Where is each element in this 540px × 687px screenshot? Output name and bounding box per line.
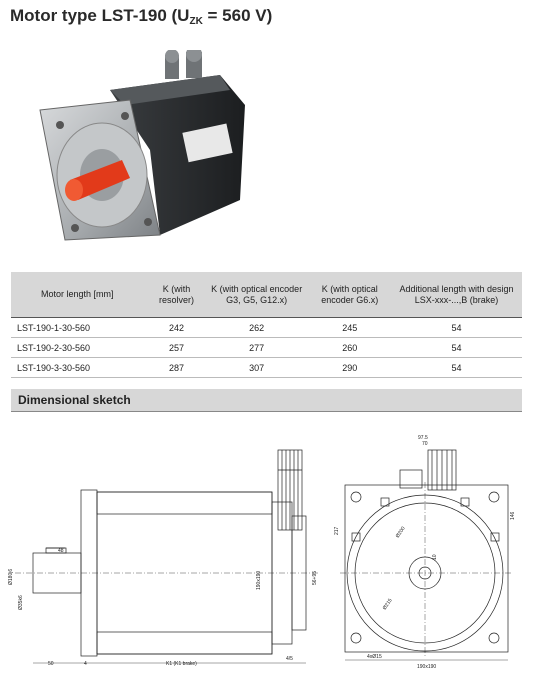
table-cell: 54 (391, 358, 522, 378)
col-header: K (with optical encoder G3, G5, G12.x) (205, 272, 308, 318)
col-header: K (with resolver) (148, 272, 205, 318)
dim-975: 97.5 (418, 435, 428, 441)
table-cell: LST-190-3-30-560 (11, 358, 148, 378)
dim-10: 10 (432, 554, 438, 560)
dim-bottom: 190x190 (417, 664, 437, 670)
table-cell: 307 (205, 358, 308, 378)
dim-bore: Ø35k6 (18, 595, 24, 610)
front-view (340, 450, 512, 660)
dim-217: 217 (334, 526, 340, 535)
dim-70: 70 (422, 441, 428, 447)
col-header: Motor length [mm] (11, 272, 148, 318)
table-cell: 54 (391, 338, 522, 358)
dim-48: 48 (58, 548, 64, 554)
table-cell: 242 (148, 318, 205, 338)
table-cell: 245 (308, 318, 391, 338)
dim-k1: K1 (K1 brake) (166, 661, 197, 667)
dim-50: 50 (48, 661, 54, 667)
table-row (11, 338, 522, 358)
table-row (11, 358, 522, 378)
dim-146: 146 (510, 511, 516, 520)
side-view (15, 450, 320, 663)
table-cell: 287 (148, 358, 205, 378)
table-cell: 54 (391, 318, 522, 338)
section-title: Dimensional sketch (18, 393, 131, 407)
dim-56: 56+95 (312, 570, 318, 585)
section-header (11, 389, 522, 412)
motor-photo (30, 50, 255, 260)
dim-200: Ø200 (394, 525, 407, 540)
dim-4: 4 (84, 661, 87, 667)
dim-45: 4/5 (286, 656, 293, 662)
dimensional-sketch (0, 420, 540, 687)
table-cell: 257 (148, 338, 205, 358)
table-cell: 262 (205, 318, 308, 338)
col-header: K (with optical encoder G6.x) (308, 272, 391, 318)
table-cell: 290 (308, 358, 391, 378)
col-header: Additional length with design LSX-xxx-...,B (brake) (391, 272, 522, 318)
table-cell: 260 (308, 338, 391, 358)
dim-190: 190x190 (256, 570, 262, 590)
table-cell: LST-190-2-30-560 (11, 338, 148, 358)
table-cell: LST-190-1-30-560 (11, 318, 148, 338)
dim-pilot: Ø180j6 (8, 568, 14, 585)
table-header-row (11, 272, 522, 318)
dim-215: Ø215 (381, 597, 394, 612)
dim-holes: 4xØ15 (367, 654, 382, 660)
spec-table (11, 272, 522, 378)
table-cell: 277 (205, 338, 308, 358)
page-title: Motor type LST-190 ($U_{ZK} = 560$ V) (10, 6, 273, 27)
table-row (11, 318, 522, 338)
